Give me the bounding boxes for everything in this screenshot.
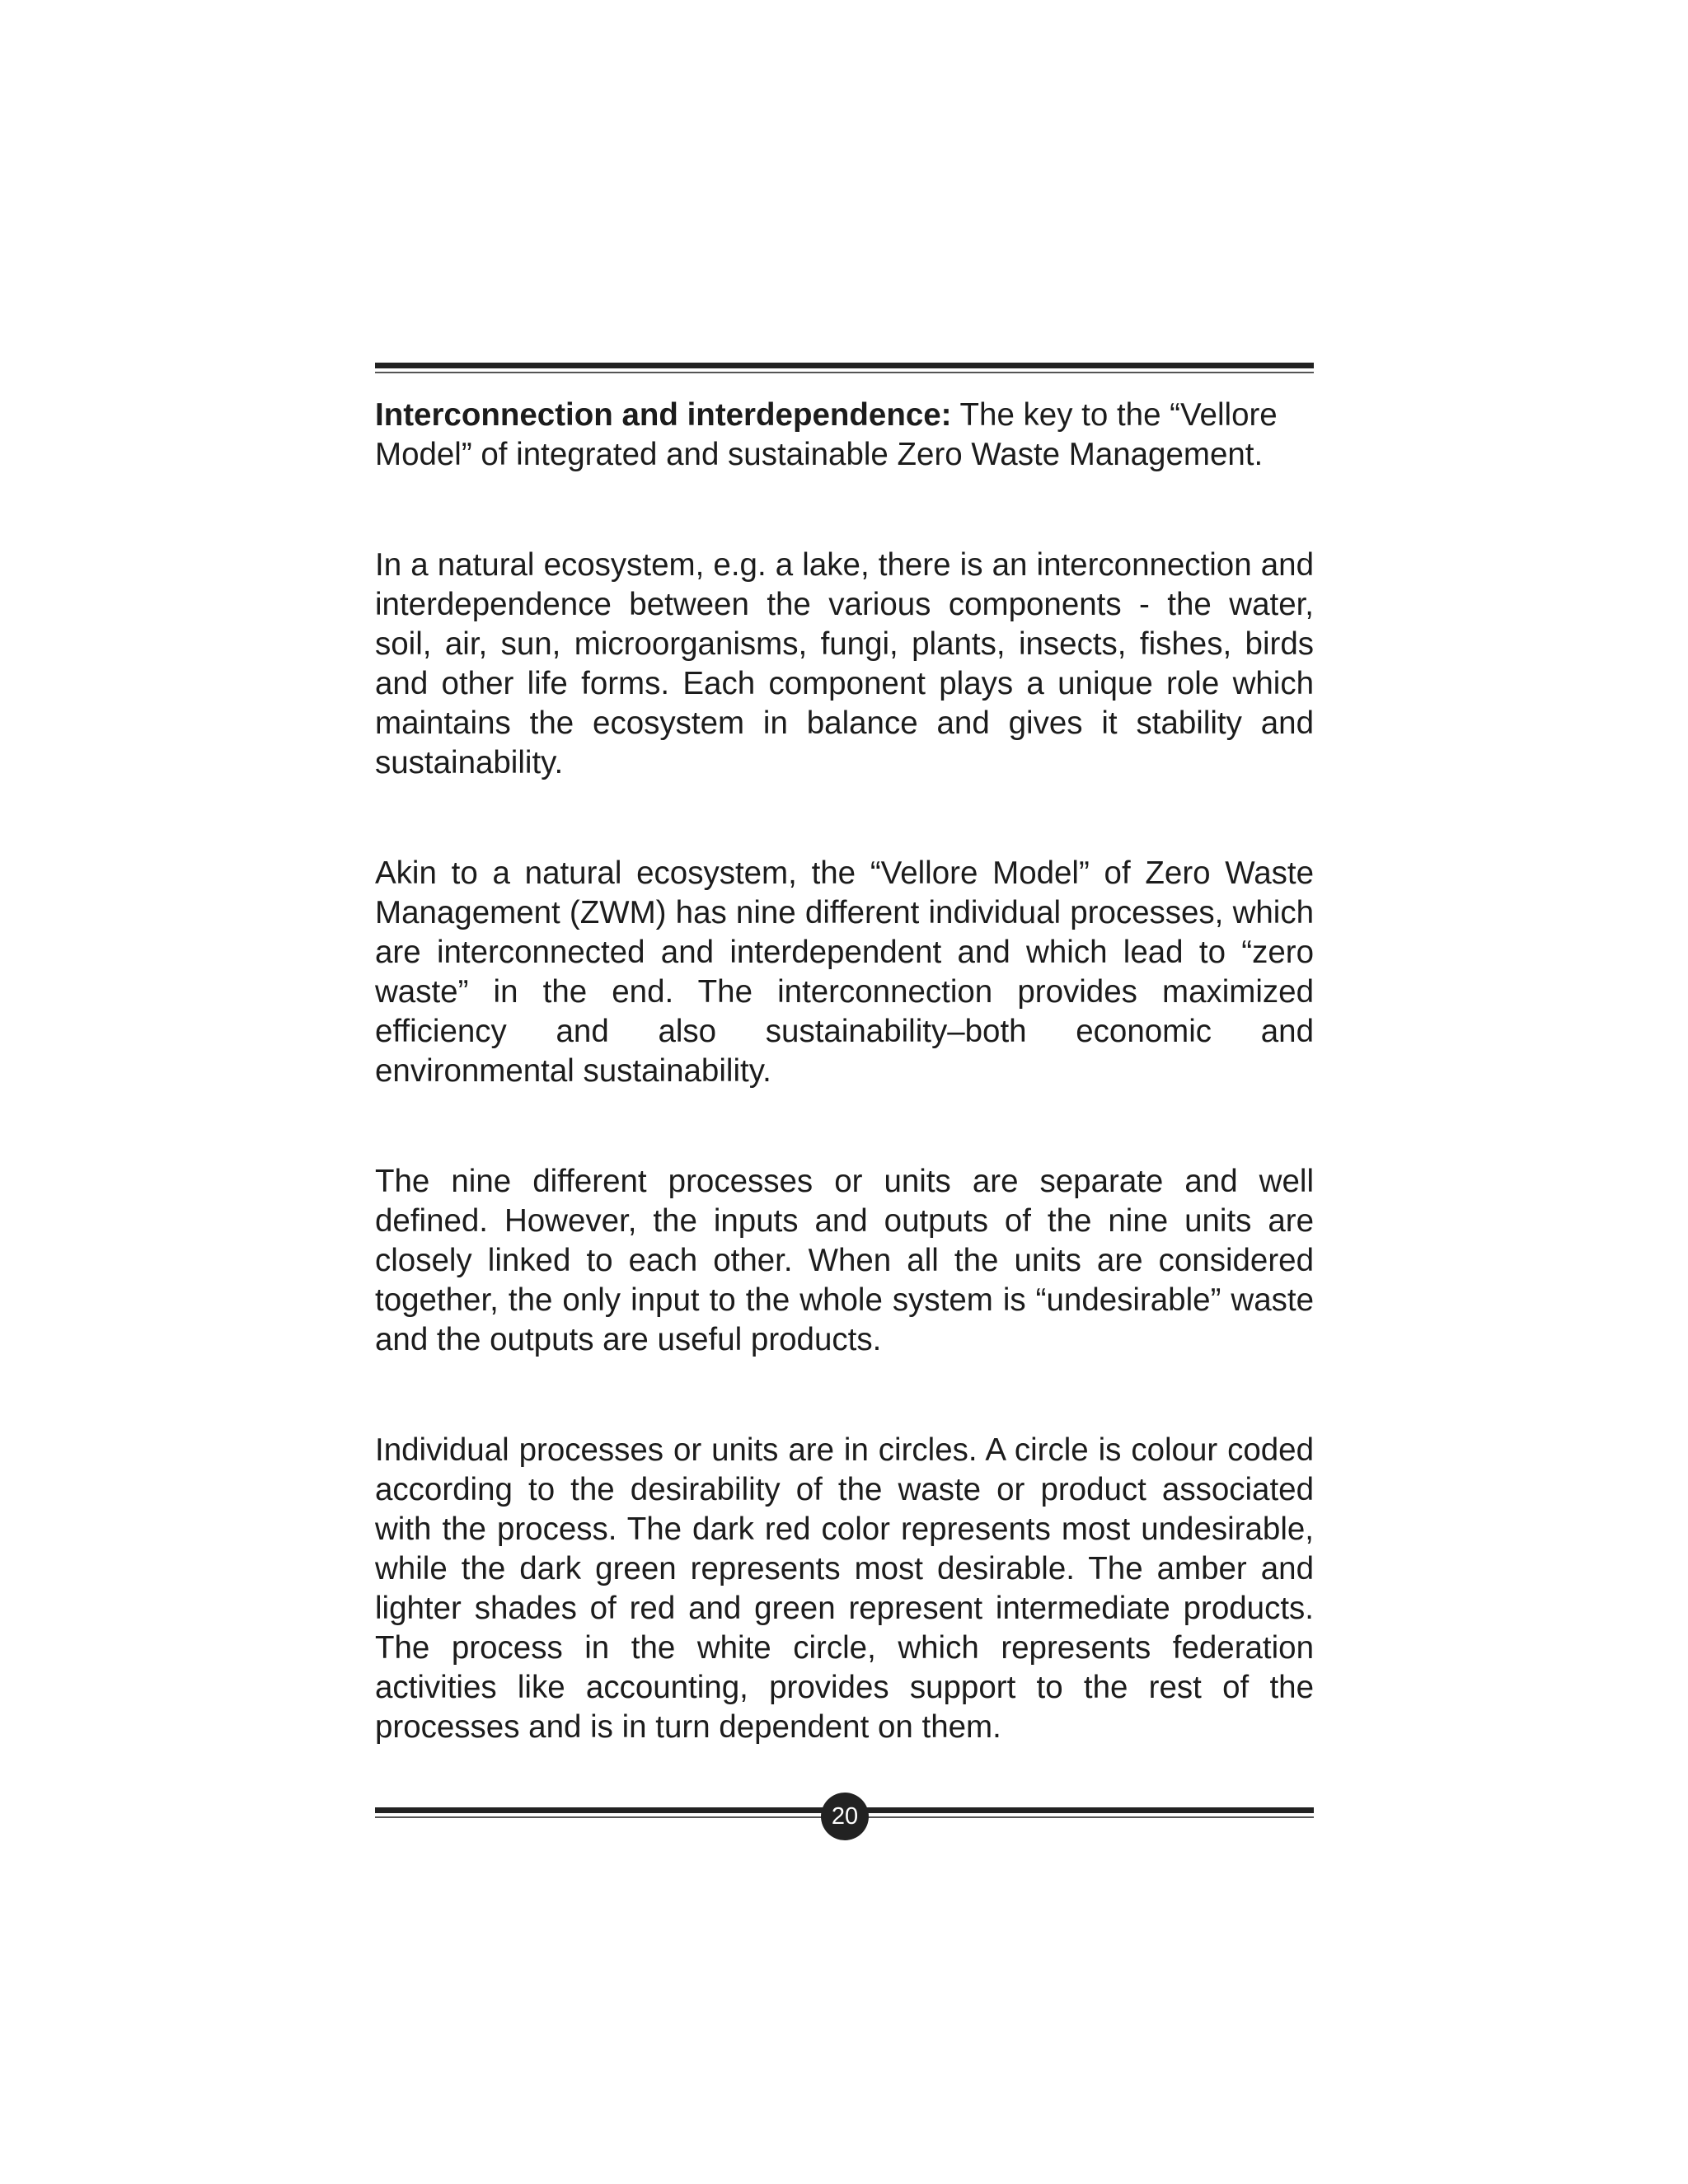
heading-rest-text: The key to the “Vellore Model” of integrated and sustainable Zero Waste Management.	[375, 397, 1278, 472]
section-heading	[375, 396, 1314, 475]
page-number-badge: 20	[821, 1793, 869, 1840]
page-content	[375, 396, 1314, 1818]
header-rule	[375, 363, 1314, 376]
paragraph-nine-processes: The nine different processes or units are separate and well defined. However, the inputs and outputs of the nine units are closely linked to each other. When all the units are considered together, the only input to the whole system is “undesirable” waste and the outputs are useful products.	[375, 1164, 1314, 1357]
header-rule-thin	[375, 372, 1314, 373]
paragraph-ecosystem: In a natural ecosystem, e.g. a lake, there is an interconnection and interdependence between the various components - the water, soil, air, sun, microorganisms, fungi, plants, insects, fishes, birds and other life forms. Each component plays a unique role which maintains the ecosystem in balance and gives it stability and sustainability.	[375, 547, 1314, 780]
page-footer	[375, 1793, 1314, 1837]
header-rule-thick	[375, 363, 1314, 368]
paragraph-vellore-model: Akin to a natural ecosystem, the “Vellore Model” of Zero Waste Management (ZWM) has nine different individual processes, which are interconnected and interdependent and which lead to “zero waste” in the end. The interconnection provides maximized efficiency and also sustainability–both economic and environmental sustainability.	[375, 855, 1314, 1089]
heading-bold-text: Interconnection and interdependence:	[375, 397, 952, 433]
paragraph-colour-coding: Individual processes or units are in circles. A circle is colour coded according to the desirability of the waste or product associated with the process. The dark red color represents most undesirable, while the dark green represents most desirable. The amber and lighter shades of red and green represent intermediate products. The process in the white circle, which represents federation activities like accounting, provides support to the rest of the processes and is in turn dependent on them.	[375, 1432, 1314, 1745]
